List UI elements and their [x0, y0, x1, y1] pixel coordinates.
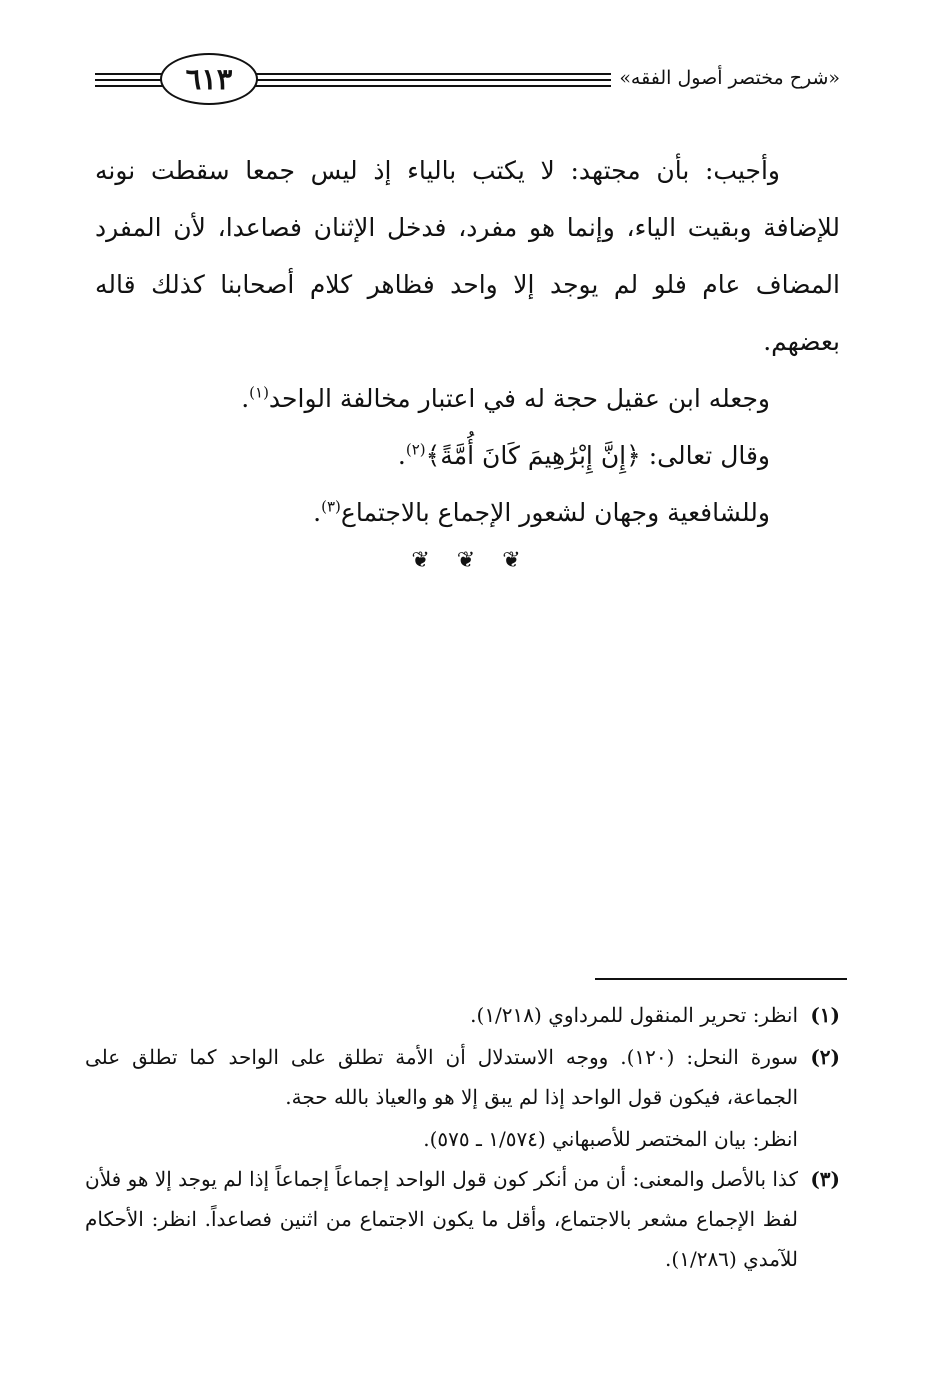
paragraph: وأجيب: بأن مجتهد: لا يكتب بالياء إذ ليس جمعا سقطت نونه للإضافة وبقيت الياء، وإنما هو مفرد، فدخل الإثنان فصاعدا، لأن المفرد المضاف عام فلو لم يوجد إلا واحد فظاهر كلام أصحابنا كذلك قاله بعضهم. [95, 156, 840, 356]
footnotes [85, 995, 840, 1281]
main-text [95, 142, 840, 541]
footnote-reference: انظر: بيان المختصر للأصبهاني (١/٥٧٤ ـ ٥٧٥). [423, 1127, 798, 1151]
footnote [85, 1159, 840, 1279]
section-end-ornament-icon: ❦ ❦ ❦ [411, 548, 531, 573]
footnote-separator [595, 978, 847, 980]
footnote-number: (٢) [810, 1045, 840, 1069]
text-line: وجعله ابن عقيل حجة له في اعتبار مخالفة الواحد$^{(١)}$. [241, 383, 770, 413]
footnote-text: كذا بالأصل والمعنى: أن من أنكر كون قول الواحد إجماعاً إجماعاً إذا لم يوجد إلا هو فلأن لفظ الإجماع مشعر بالاجتماع، وأقل ما يكون الاجتماع من اثنين فصاعداً. انظر: الأحكام للآمدي (١/٢٨٦). [85, 1167, 798, 1271]
page-number: ٦١٣ [160, 53, 258, 105]
footnote-ref: (٣) [321, 497, 341, 516]
footnote [85, 1037, 840, 1117]
footnote-ref: (٢) [405, 440, 426, 459]
page-header [95, 45, 840, 115]
footnote-number: (١) [810, 1003, 840, 1027]
footnote-ref: (١) [249, 383, 269, 402]
running-title: «شرح مختصر أصول الفقه» [611, 61, 840, 95]
footnote [85, 995, 840, 1035]
footnote-text: سورة النحل: (١٢٠). ووجه الاستدلال أن الأمة تطلق على الواحد كما تطلق على الجماعة، فيكون قول الواحد إذا لم يبق إلا هو والعياذ بالله حجة. [85, 1045, 798, 1109]
text-line: وللشافعية وجهان لشعور الإجماع بالاجتماع$^{(٣)}$. [313, 497, 770, 527]
quran-verse-line: وقال تعالى: ﴿إِنَّ إِبْرَٰهِيمَ كَانَ أُمَّةً﴾$^{(٢)}$. [397, 440, 770, 470]
footnote-number: (٣) [810, 1167, 840, 1191]
footnote-text: انظر: تحرير المنقول للمرداوي (١/٢١٨). [470, 1003, 798, 1027]
